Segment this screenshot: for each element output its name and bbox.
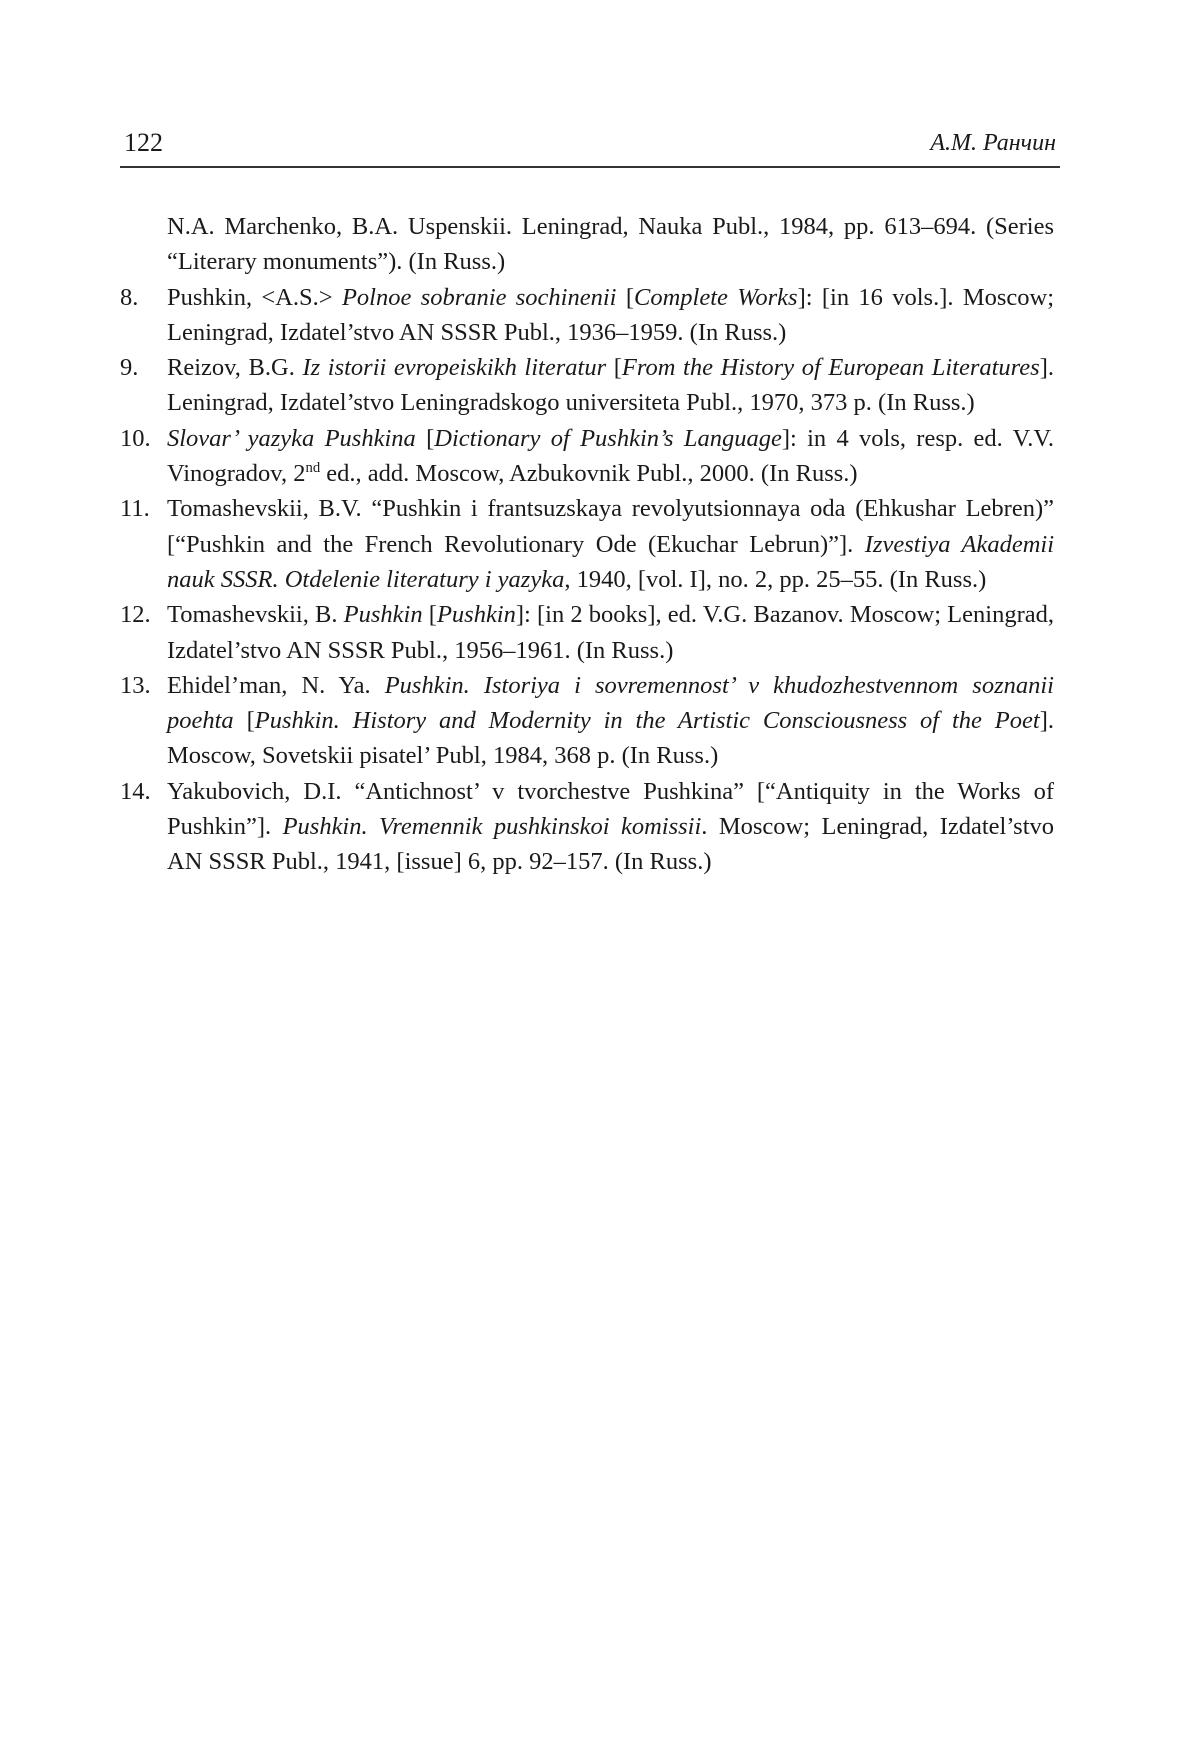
reference-item: [120, 350, 1054, 421]
reference-number: 8.: [120, 283, 139, 311]
reference-number: 9.: [120, 354, 139, 382]
italic-title: Pushkin. History and Modernity in the Artistic Consciousness of the Poet: [254, 707, 1040, 735]
reference-text: ]. Leningrad, Izdatel’stvo Leningradskogo universiteta Publ., 1970, 373 p. (In Russ.): [167, 354, 1054, 417]
italic-title: Pushkin. Istoriya i sovremennost’ v khudozhestvennom soznanii poehta: [167, 671, 1054, 735]
reference-text: [: [415, 424, 435, 452]
reference-text: ]: [in 16 vols.]. Moscow; Leningrad, Izdatel’stvo AN SSSR Publ., 1936–1959. (In Russ.): [167, 283, 1055, 346]
reference-text: Tomashevskii, B.V. “Pushkin i frantsuzskaya revolyutsionnaya oda (Ehkushar Lebren)” [“Pushkin and the French Revolutionary Ode (Ekuchar Lebrun)”].: [167, 495, 1054, 558]
reference-number: 11.: [120, 495, 150, 523]
italic-title: Slovar’ yazyka Pushkina: [167, 424, 416, 452]
running-head: А.М. Ранчин: [930, 130, 1056, 156]
italic-title: Polnoe sobranie sochinenii: [341, 283, 617, 311]
reference-text: Tomashevskii, B.: [167, 601, 344, 629]
reference-number: 10.: [120, 424, 151, 452]
page-header: [120, 124, 1060, 168]
italic-title: Dictionary of Pushkin’s Language: [434, 424, 782, 452]
reference-item: [120, 491, 1054, 597]
reference-text: Ehidel’man, N. Ya.: [167, 671, 385, 699]
reference-text: [: [606, 354, 622, 382]
reference-number: 13.: [120, 671, 151, 699]
reference-item: [120, 280, 1054, 351]
reference-text: [: [233, 707, 255, 735]
italic-title: Pushkin: [343, 601, 423, 629]
reference-item: [120, 421, 1054, 492]
italic-title: Pushkin: [436, 601, 516, 629]
italic-title: Complete Works: [633, 283, 798, 311]
superscript-text: nd: [305, 460, 321, 477]
reference-text: Pushkin, <A.S.>: [167, 283, 342, 311]
reference-text: , 1940, [vol. I], no. 2, pp. 25–55. (In Russ.): [564, 565, 987, 593]
reference-item: [120, 668, 1054, 774]
italic-title: From the History of European Literatures: [621, 354, 1040, 382]
reference-text: [: [422, 601, 437, 629]
reference-text: Yakubovich, D.I. “Antichnost’ v tvorchestve Pushkina” [“Antiquity in the Works of Pushkin”].: [167, 777, 1054, 841]
reference-text: ]. Moscow, Sovetskii pisatel’ Publ, 1984, 368 p. (In Russ.): [167, 707, 1054, 770]
reference-item: [120, 209, 1054, 280]
reference-item: [120, 774, 1054, 880]
reference-text: Reizov, B.G.: [167, 354, 303, 382]
page-number: 122: [124, 128, 163, 157]
reference-text: [: [616, 283, 634, 311]
reference-text: ]: [in 2 books], ed. V.G. Bazanov. Moscow; Leningrad, Izdatel’stvo AN SSSR Publ., 1956–1961. (In Russ.): [167, 601, 1054, 664]
reference-text: . Moscow; Leningrad, Izdatel’stvo AN SSSR Publ., 1941, [issue] 6, pp. 92–157. (In Russ.): [167, 813, 1054, 876]
reference-list: [120, 209, 1054, 880]
reference-text: ]: in 4 vols, resp. ed. V.V. Vinogradov, 2: [167, 424, 1054, 488]
reference-text: N.A. Marchenko, B.A. Uspenskii. Leningrad, Nauka Publ., 1984, pp. 613–694. (Series “Literary monuments”). (In Russ.): [167, 213, 1054, 276]
italic-title: Pushkin. Vremennik pushkinskoi komissii: [282, 813, 702, 841]
reference-text: ed., add. Moscow, Azbukovnik Publ., 2000. (In Russ.): [320, 460, 858, 488]
reference-number: 12.: [120, 601, 151, 629]
italic-title: Izvestiya Akademii nauk SSSR. Otdelenie literatury i yazyka: [167, 530, 1055, 593]
reference-number: 14.: [120, 777, 151, 805]
reference-item: [120, 597, 1054, 668]
italic-title: Iz istorii evropeiskikh literatur: [302, 354, 607, 382]
